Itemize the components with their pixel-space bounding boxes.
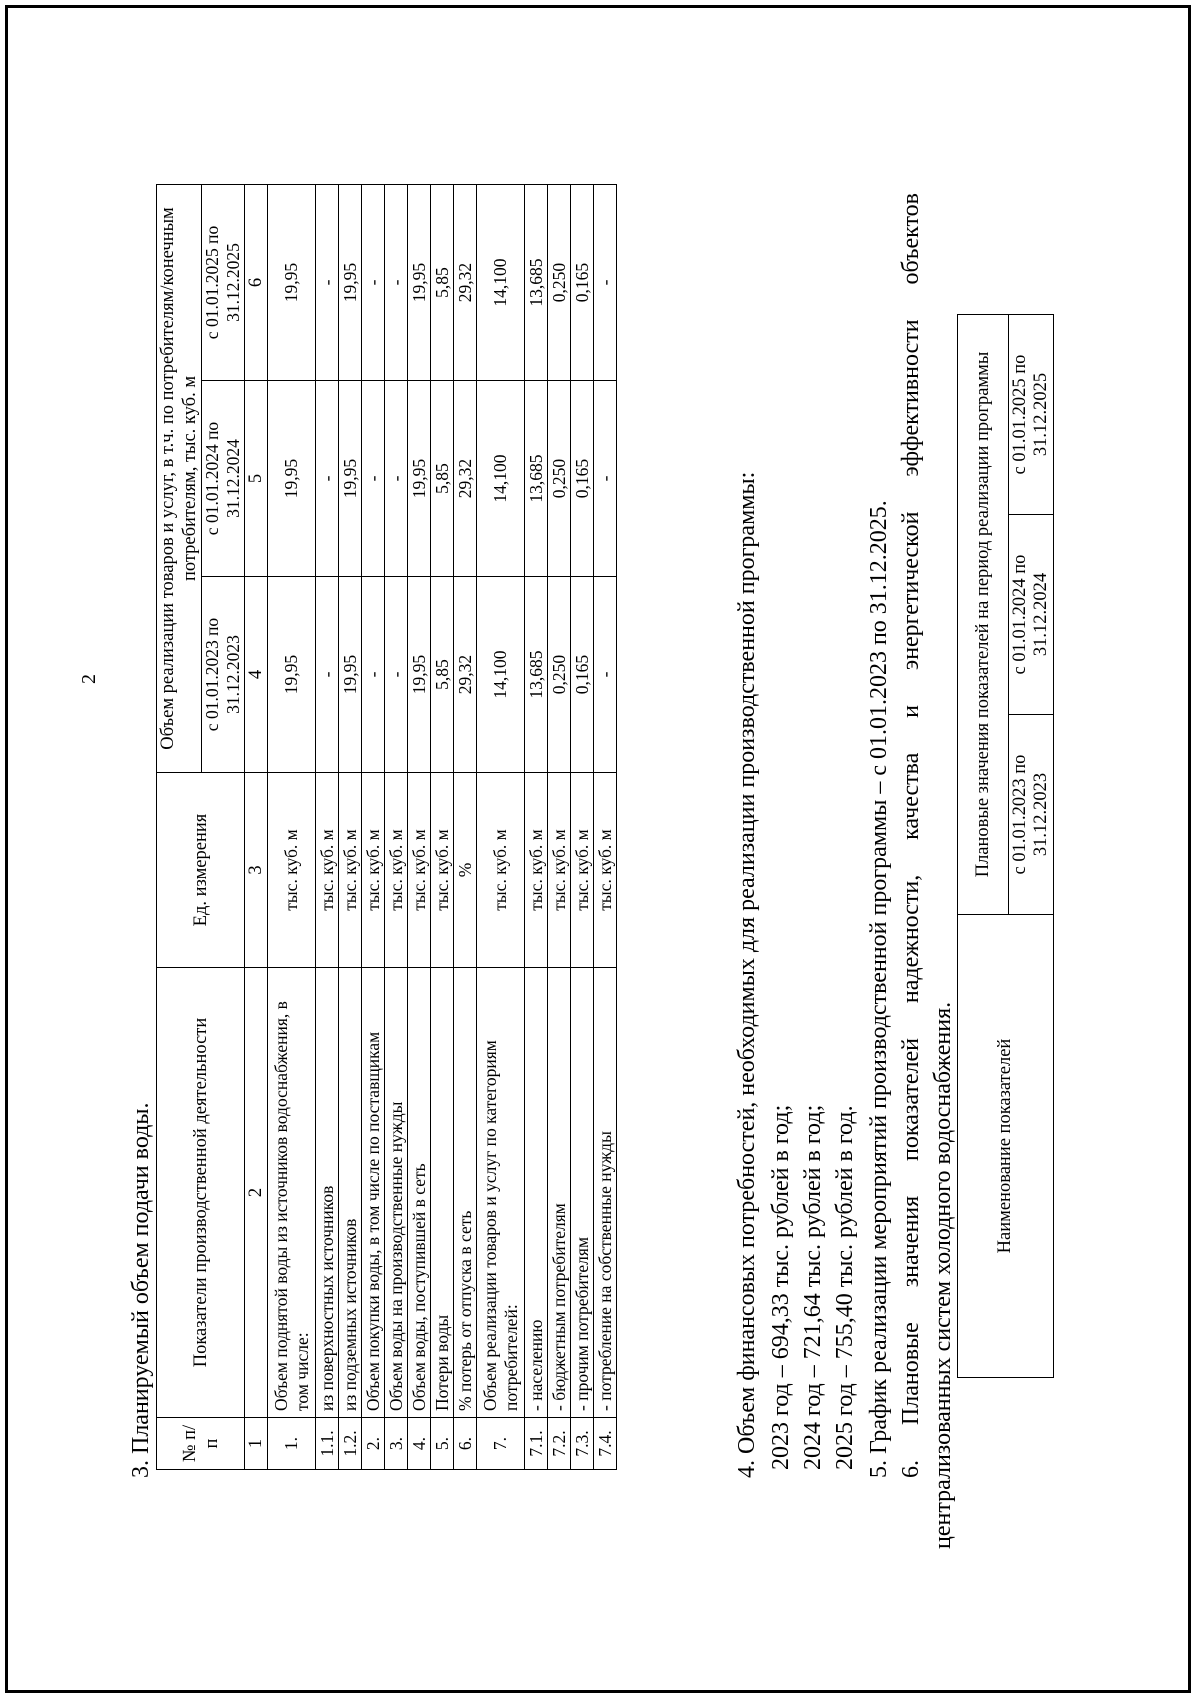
row-indicator: Потери воды: [431, 968, 454, 1418]
row-value-2023: -: [316, 577, 339, 773]
section-5-text: 5. График реализации мероприятий производственной программы – с 01.01.2023 по 31.12.2025.: [866, 500, 892, 1478]
row-value-2025: 14,100: [477, 184, 525, 380]
row-value-2025: -: [385, 184, 408, 380]
row-value-2025: 19,95: [339, 184, 362, 380]
row-unit: тыс. куб. м: [268, 773, 316, 968]
header-period-2025: с 01.01.2025 по 31.12.2025: [202, 184, 245, 380]
header-volume-group: Объем реализации товаров и услуг, в т.ч. по потребителям/конечным потребителям, тыс. куб. м: [157, 184, 202, 772]
table-row: [431, 184, 454, 1469]
table-row: [362, 184, 385, 1469]
row-num: 7.1.: [525, 1418, 548, 1470]
row-unit: тыс. куб. м: [362, 773, 385, 968]
row-value-2023: 5,85: [431, 577, 454, 773]
row-unit: тыс. куб. м: [594, 773, 617, 968]
section-6-word: значения: [898, 1195, 924, 1288]
row-value-2023: -: [594, 577, 617, 773]
row-num: 7.: [477, 1418, 525, 1470]
header-indicator: Показатели производственной деятельности: [157, 968, 245, 1418]
section-3-title: 3. Планируемый объем подачи воды.: [128, 1102, 154, 1478]
header-period-2025: с 01.01.2025 по 31.12.2025: [1009, 315, 1054, 515]
row-num: 1.1.: [316, 1418, 339, 1470]
column-number: 4: [245, 577, 268, 773]
section-6-text: [896, 193, 926, 1478]
table-row: [477, 184, 525, 1469]
row-unit: тыс. куб. м: [385, 773, 408, 968]
row-value-2025: 0,250: [548, 184, 571, 380]
section-6-word: показателей: [898, 1038, 924, 1161]
table-header-row: [157, 184, 202, 1469]
row-indicator: из подземных источников: [339, 968, 362, 1418]
row-value-2023: 0,250: [548, 577, 571, 773]
table-row: [454, 184, 477, 1469]
row-unit: тыс. куб. м: [477, 773, 525, 968]
row-num: 2.: [362, 1418, 385, 1470]
row-indicator: Объем поднятой воды из источников водоснабжения, в том числе:: [268, 968, 316, 1418]
row-value-2024: 19,95: [268, 381, 316, 577]
row-value-2025: 29,32: [454, 184, 477, 380]
row-value-2024: -: [362, 381, 385, 577]
row-unit: %: [454, 773, 477, 968]
row-value-2023: -: [362, 577, 385, 773]
header-unit: Ед. измерения: [157, 773, 245, 968]
table-row: [525, 184, 548, 1469]
row-value-2023: 19,95: [268, 577, 316, 773]
row-indicator: Объем воды, поступившей в сеть: [408, 968, 431, 1418]
row-value-2025: -: [362, 184, 385, 380]
row-num: 4.: [408, 1418, 431, 1470]
row-value-2024: 0,165: [571, 381, 594, 577]
column-number: 3: [245, 773, 268, 968]
row-value-2024: 14,100: [477, 381, 525, 577]
table-row: [594, 184, 617, 1469]
financial-need-2023: 2023 год – 694,33 тыс. рублей в год;: [768, 1104, 794, 1470]
table-row: [339, 184, 362, 1469]
column-number: 6: [245, 184, 268, 380]
section-4-text: 4. Объем финансовых потребностей, необходимых для реализации производственной программы:: [734, 471, 760, 1478]
row-unit: тыс. куб. м: [316, 773, 339, 968]
section-6-word: качества: [898, 752, 924, 840]
row-value-2024: 19,95: [339, 381, 362, 577]
row-num: 3.: [385, 1418, 408, 1470]
row-value-2023: 0,165: [571, 577, 594, 773]
row-unit: тыс. куб. м: [339, 773, 362, 968]
section-6-word: 6.: [898, 1460, 924, 1478]
row-indicator: из поверхностных источников: [316, 968, 339, 1418]
header-period-2023: с 01.01.2023 по 31.12.2023: [202, 577, 245, 773]
table-row: [268, 184, 316, 1469]
section-6-word: энергетической: [898, 511, 924, 671]
row-indicator: - потребление на собственные нужды: [594, 968, 617, 1418]
section-6-continuation: централизованных систем холодного водоснабжения.: [930, 1001, 956, 1549]
row-unit: тыс. куб. м: [431, 773, 454, 968]
row-unit: тыс. куб. м: [571, 773, 594, 968]
row-value-2024: 29,32: [454, 381, 477, 577]
column-number: 1: [245, 1418, 268, 1470]
row-value-2024: 0,250: [548, 381, 571, 577]
section-6-word: Плановые: [898, 1322, 924, 1426]
financial-need-2025: 2025 год – 755,40 тыс. рублей в год.: [832, 1105, 858, 1470]
column-number: 5: [245, 381, 268, 577]
row-indicator: - бюджетным потребителям: [548, 968, 571, 1418]
row-value-2025: 0,165: [571, 184, 594, 380]
row-indicator: Объем реализации товаров и услуг по категориям потребителей:: [477, 968, 525, 1418]
financial-need-2024: 2024 год – 721,64 тыс. рублей в год;: [800, 1104, 826, 1470]
row-indicator: Объем воды на производственные нужды: [385, 968, 408, 1418]
row-unit: тыс. куб. м: [548, 773, 571, 968]
table-row: [408, 184, 431, 1469]
row-value-2024: -: [316, 381, 339, 577]
row-value-2025: -: [316, 184, 339, 380]
planned-indicators-table: [957, 314, 1054, 1378]
row-value-2025: 19,95: [408, 184, 431, 380]
row-num: 5.: [431, 1418, 454, 1470]
row-unit: тыс. куб. м: [525, 773, 548, 968]
row-value-2025: 19,95: [268, 184, 316, 380]
row-value-2025: -: [594, 184, 617, 380]
row-value-2023: 19,95: [339, 577, 362, 773]
row-value-2024: 5,85: [431, 381, 454, 577]
row-indicator: - населению: [525, 968, 548, 1418]
row-num: 7.3.: [571, 1418, 594, 1470]
row-unit: тыс. куб. м: [408, 773, 431, 968]
row-value-2023: 19,95: [408, 577, 431, 773]
table-header-row: [958, 315, 1009, 1378]
header-num: № п/п: [157, 1418, 245, 1470]
row-num: 1.2.: [339, 1418, 362, 1470]
row-num: 6.: [454, 1418, 477, 1470]
header-period-2023: с 01.01.2023 по 31.12.2023: [1009, 715, 1054, 915]
row-num: 7.2.: [548, 1418, 571, 1470]
water-supply-volume-table: [156, 184, 617, 1470]
row-indicator: Объем покупки воды, в том числе по поставщикам: [362, 968, 385, 1418]
row-num: 7.4.: [594, 1418, 617, 1470]
table-row: [548, 184, 571, 1469]
section-6-word: и: [898, 705, 924, 718]
row-value-2023: 13,685: [525, 577, 548, 773]
column-number: 2: [245, 968, 268, 1418]
table-row: [385, 184, 408, 1469]
header-indicator-name: Наименование показателей: [958, 915, 1054, 1378]
row-value-2024: -: [385, 381, 408, 577]
row-value-2023: 29,32: [454, 577, 477, 773]
table-row: [571, 184, 594, 1469]
row-value-2024: 13,685: [525, 381, 548, 577]
row-value-2025: 13,685: [525, 184, 548, 380]
section-6-word: эффективности: [898, 319, 924, 477]
section-6-word: надежности,: [898, 874, 924, 1004]
header-period-2024: с 01.01.2024 по 31.12.2024: [202, 381, 245, 577]
header-planned-values: Плановые значения показателей на период реализации программы: [958, 315, 1009, 915]
row-value-2023: -: [385, 577, 408, 773]
header-period-2024: с 01.01.2024 по 31.12.2024: [1009, 515, 1054, 715]
row-value-2024: -: [594, 381, 617, 577]
table-row: [316, 184, 339, 1469]
row-indicator: % потерь от отпуска в сеть: [454, 968, 477, 1418]
row-value-2025: 5,85: [431, 184, 454, 380]
row-indicator: - прочим потребителям: [571, 968, 594, 1418]
row-value-2024: 19,95: [408, 381, 431, 577]
row-num: 1.: [268, 1418, 316, 1470]
section-6-word: объектов: [898, 193, 924, 285]
column-numbers-row: [245, 184, 268, 1469]
row-value-2023: 14,100: [477, 577, 525, 773]
page-number: 2: [78, 674, 100, 684]
